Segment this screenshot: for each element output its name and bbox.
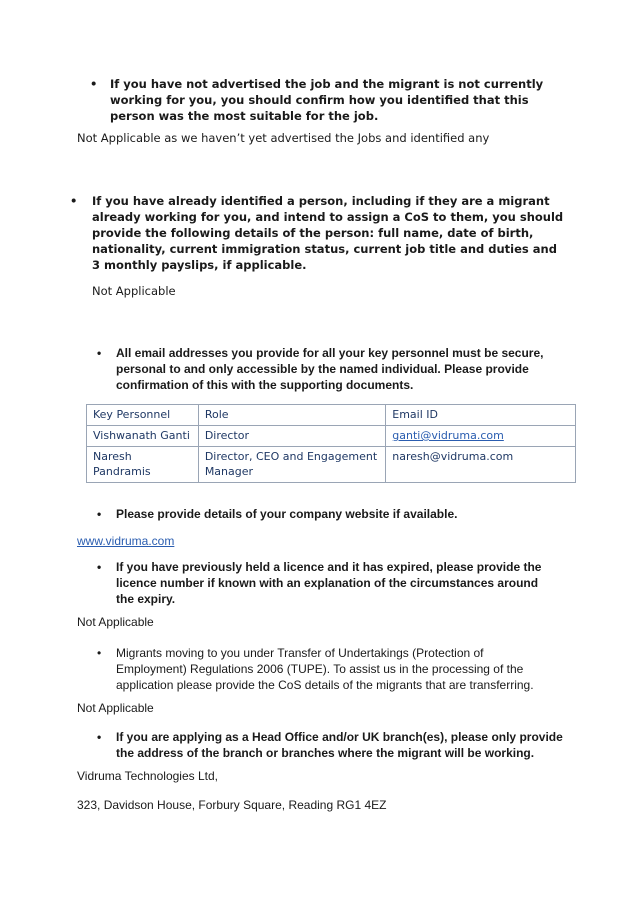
question-text: If you have not advertised the job and the migrant is not currently working for you, you should confirm how you identified that this person was the most suitable for the job.	[110, 77, 544, 123]
cell-role: Director, CEO and Engagement Manager	[198, 447, 385, 483]
question-tupe	[97, 645, 557, 693]
question-identified-person	[70, 193, 570, 273]
bullet: •	[97, 346, 102, 360]
bullet: •	[97, 646, 102, 660]
email-link[interactable]: ganti@vidruma.com	[392, 429, 504, 442]
bullet: •	[97, 730, 102, 744]
bullet: •	[70, 194, 78, 208]
question-not-advertised	[90, 76, 560, 124]
address-street: 323, Davidson House, Forbury Square, Reading RG1 4EZ	[77, 798, 387, 812]
question-text: All email addresses you provide for all your key personnel must be secure, personal to and only accessible by the named individual. Please provide confirmation of this with the supporting documents.	[116, 346, 544, 392]
question-text: If you have previously held a licence and it has expired, please provide the licence number if known with an explanation of the circumstances around the expiry.	[116, 560, 542, 606]
website-link[interactable]: www.vidruma.com	[77, 534, 175, 548]
question-text: Please provide details of your company website if available.	[116, 507, 458, 521]
cell-role: Director	[198, 426, 385, 447]
cell-email: naresh@vidruma.com	[386, 447, 576, 483]
cell-name: Vishwanath Ganti	[87, 426, 199, 447]
answer-identified-person: Not Applicable	[92, 284, 176, 298]
address-company: Vidruma Technologies Ltd,	[77, 769, 218, 783]
bullet: •	[90, 77, 98, 91]
key-personnel-table	[86, 404, 576, 483]
header-role: Role	[198, 405, 385, 426]
cell-name: Naresh Pandramis	[87, 447, 199, 483]
website-answer	[77, 532, 174, 550]
header-key-personnel: Key Personnel	[87, 405, 199, 426]
question-head-office	[97, 729, 567, 761]
answer-not-advertised: Not Applicable as we haven’t yet advertised the Jobs and identified any	[77, 131, 490, 145]
question-licence	[97, 559, 557, 607]
bullet: •	[97, 507, 102, 521]
cell-email	[386, 426, 576, 447]
question-website	[97, 506, 557, 522]
header-email-id: Email ID	[386, 405, 576, 426]
question-text: If you have already identified a person, including if they are a migrant already working for you, and intend to assign a CoS to them, you should provide the following details of the person: full name, date of birth, nationality, current immigration status, current job title and duties and 3 monthly payslips, if applicable.	[92, 194, 564, 272]
table-row	[87, 447, 576, 483]
bullet: •	[97, 560, 102, 574]
answer-licence: Not Applicable	[77, 615, 154, 629]
question-email	[97, 345, 557, 393]
question-text: Migrants moving to you under Transfer of Undertakings (Protection of Employment) Regulations 2006 (TUPE). To assist us in the processing of the application please provide the CoS details of the migrants that are transferring.	[116, 646, 534, 692]
table-row	[87, 426, 576, 447]
key-personnel-table-wrap	[86, 404, 576, 483]
question-text: If you are applying as a Head Office and/or UK branch(es), please only provide the address of the branch or branches where the migrant will be working.	[116, 730, 563, 760]
table-header-row	[87, 405, 576, 426]
answer-tupe: Not Applicable	[77, 701, 154, 715]
